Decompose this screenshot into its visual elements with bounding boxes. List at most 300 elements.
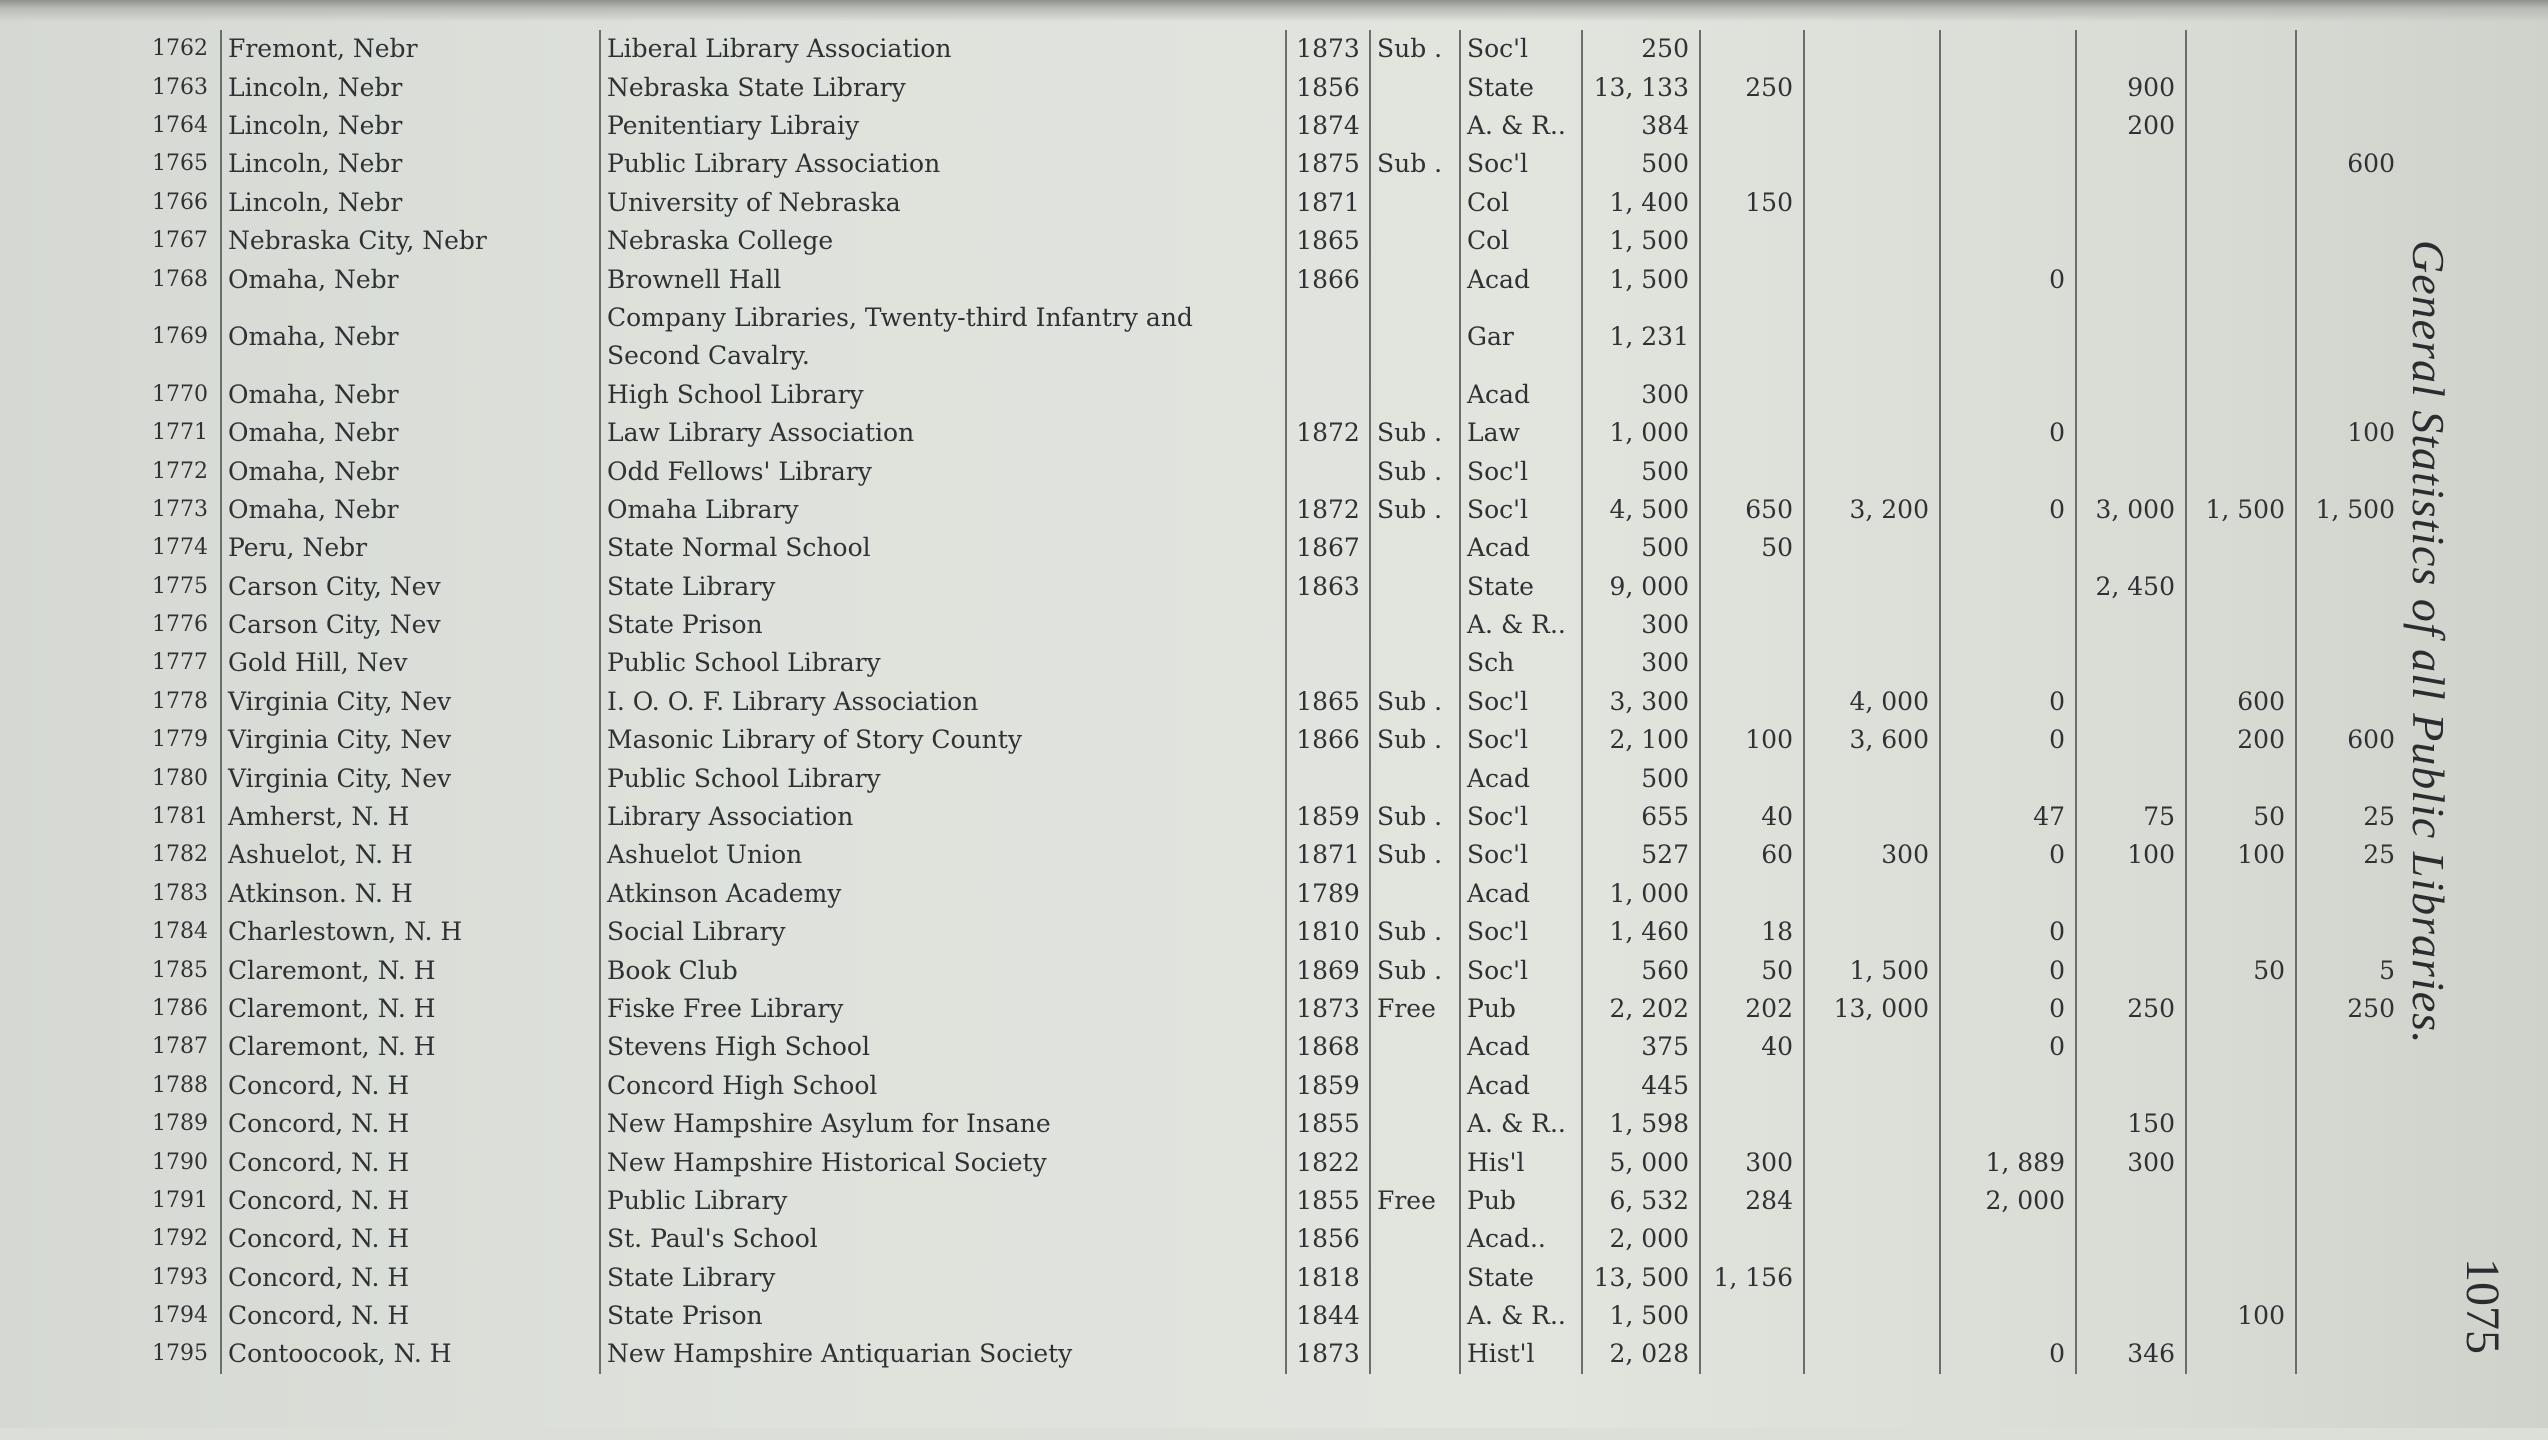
cell-c1: [1700, 567, 1804, 605]
cell-vol: 1, 500: [1582, 1297, 1700, 1335]
cell-cls: His'l: [1460, 1143, 1582, 1181]
cell-name: Odd Fellows' Library: [600, 452, 1286, 490]
cell-vol: 300: [1582, 376, 1700, 414]
cell-cls: Acad: [1460, 759, 1582, 797]
cell-place: Nebraska City, Nebr: [221, 222, 600, 260]
table-row: [140, 721, 2405, 759]
cell-vol: 13, 133: [1582, 68, 1700, 106]
cell-c6: 600: [2296, 145, 2405, 183]
cell-no: 1788: [152, 1072, 208, 1098]
cell-cls: A. & R..: [1460, 606, 1582, 644]
cell-c5: [2186, 875, 2296, 913]
cell-c3: [1940, 606, 2076, 644]
cell-kind: [1370, 759, 1460, 797]
cell-c2: 4, 000: [1804, 683, 1940, 721]
cell-year: 1856: [1286, 1220, 1370, 1258]
cell-year: 1872: [1286, 414, 1370, 452]
cell-vol: 4, 500: [1582, 491, 1700, 529]
cell-vol: 1, 460: [1582, 913, 1700, 951]
cell-c2: [1804, 145, 1940, 183]
cell-c4: [2076, 376, 2186, 414]
cell-vol: 500: [1582, 759, 1700, 797]
cell-c1: [1700, 1067, 1804, 1105]
cell-place: Carson City, Nev: [221, 606, 600, 644]
cell-year: 1866: [1286, 260, 1370, 298]
cell-c2: [1804, 644, 1940, 682]
cell-place: Lincoln, Nebr: [221, 145, 600, 183]
cell-c3: 0: [1940, 913, 2076, 951]
cell-c4: [2076, 1297, 2186, 1335]
cell-year: 1859: [1286, 1067, 1370, 1105]
cell-cls: Acad: [1460, 260, 1582, 298]
cell-name: New Hampshire Asylum for Insane: [600, 1105, 1286, 1143]
cell-c1: 202: [1700, 990, 1804, 1028]
cell-c3: 0: [1940, 990, 2076, 1028]
cell-c5: [2186, 145, 2296, 183]
cell-c3: [1940, 145, 2076, 183]
cell-no: 1786: [152, 995, 208, 1021]
cell-c3: [1940, 107, 2076, 145]
cell-c3: 0: [1940, 491, 2076, 529]
page-number: 1075: [2456, 1258, 2509, 1354]
cell-name: State Prison: [600, 606, 1286, 644]
cell-kind: [1370, 299, 1460, 376]
cell-year: 1871: [1286, 184, 1370, 222]
cell-no: 1767: [152, 228, 208, 254]
cell-no: 1774: [152, 535, 208, 561]
cell-c3: [1940, 1067, 2076, 1105]
cell-name: Concord High School: [600, 1067, 1286, 1105]
cell-vol: 384: [1582, 107, 1700, 145]
cell-name: State Library: [600, 1259, 1286, 1297]
cell-year: 1874: [1286, 107, 1370, 145]
cell-c2: [1804, 1259, 1940, 1297]
cell-no: 1782: [152, 842, 208, 868]
cell-c1: [1700, 145, 1804, 183]
cell-c4: 900: [2076, 68, 2186, 106]
table-row: [140, 376, 2405, 414]
cell-no: 1780: [152, 765, 208, 791]
cell-name: Nebraska College: [600, 222, 1286, 260]
table-row: [140, 299, 2405, 376]
cell-no: 1769: [152, 324, 208, 350]
cell-kind: [1370, 1259, 1460, 1297]
cell-kind: [1370, 68, 1460, 106]
cell-vol: 9, 000: [1582, 567, 1700, 605]
cell-no: 1793: [152, 1264, 208, 1290]
cell-c5: 100: [2186, 1297, 2296, 1335]
cell-c1: [1700, 1220, 1804, 1258]
cell-no: 1789: [152, 1111, 208, 1137]
cell-c2: [1804, 299, 1940, 376]
cell-name: Brownell Hall: [600, 260, 1286, 298]
cell-c4: [2076, 644, 2186, 682]
cell-name: St. Paul's School: [600, 1220, 1286, 1258]
cell-c1: [1700, 1105, 1804, 1143]
table-row: [140, 913, 2405, 951]
cell-no: 1766: [152, 189, 208, 215]
cell-name: New Hampshire Historical Society: [600, 1143, 1286, 1181]
cell-c6: [2296, 68, 2405, 106]
cell-no: 1790: [152, 1149, 208, 1175]
cell-place: Concord, N. H: [221, 1297, 600, 1335]
cell-kind: Sub .: [1370, 721, 1460, 759]
table-row: [140, 1335, 2405, 1373]
cell-vol: 527: [1582, 836, 1700, 874]
cell-c4: 3, 000: [2076, 491, 2186, 529]
cell-year: 1869: [1286, 951, 1370, 989]
cell-cls: Soc'l: [1460, 798, 1582, 836]
table-row: [140, 491, 2405, 529]
cell-no: 1765: [152, 151, 208, 177]
cell-name: Liberal Library Association: [600, 30, 1286, 68]
cell-c4: [2076, 1028, 2186, 1066]
cell-place: Atkinson. N. H: [221, 875, 600, 913]
cell-name: Law Library Association: [600, 414, 1286, 452]
cell-year: 1818: [1286, 1259, 1370, 1297]
cell-place: Concord, N. H: [221, 1259, 600, 1297]
cell-c1: [1700, 683, 1804, 721]
cell-cls: State: [1460, 567, 1582, 605]
cell-vol: 1, 000: [1582, 875, 1700, 913]
table-row: [140, 798, 2405, 836]
cell-place: Concord, N. H: [221, 1143, 600, 1181]
cell-no: 1779: [152, 727, 208, 753]
cell-no: 1785: [152, 957, 208, 983]
cell-kind: [1370, 1143, 1460, 1181]
cell-c2: 3, 600: [1804, 721, 1940, 759]
cell-place: Omaha, Nebr: [221, 414, 600, 452]
cell-no: 1778: [152, 688, 208, 714]
cell-cls: Pub: [1460, 990, 1582, 1028]
cell-c3: 0: [1940, 951, 2076, 989]
cell-c2: [1804, 107, 1940, 145]
cell-c4: 250: [2076, 990, 2186, 1028]
cell-c1: 40: [1700, 1028, 1804, 1066]
cell-c4: 346: [2076, 1335, 2186, 1373]
cell-vol: 300: [1582, 644, 1700, 682]
cell-vol: 300: [1582, 606, 1700, 644]
cell-vol: 375: [1582, 1028, 1700, 1066]
cell-c3: 0: [1940, 836, 2076, 874]
cell-kind: [1370, 567, 1460, 605]
cell-c3: [1940, 1259, 2076, 1297]
cell-c3: [1940, 30, 2076, 68]
cell-c1: [1700, 1297, 1804, 1335]
cell-c5: [2186, 107, 2296, 145]
cell-c2: 1, 500: [1804, 951, 1940, 989]
cell-place: Omaha, Nebr: [221, 491, 600, 529]
cell-kind: [1370, 1105, 1460, 1143]
cell-kind: [1370, 107, 1460, 145]
cell-kind: [1370, 1220, 1460, 1258]
cell-c3: [1940, 1297, 2076, 1335]
cell-place: Omaha, Nebr: [221, 452, 600, 490]
cell-kind: Sub .: [1370, 414, 1460, 452]
table-row: [140, 260, 2405, 298]
cell-year: [1286, 452, 1370, 490]
cell-c6: [2296, 107, 2405, 145]
cell-cls: Soc'l: [1460, 683, 1582, 721]
cell-c2: [1804, 222, 1940, 260]
cell-year: 1859: [1286, 798, 1370, 836]
cell-c2: [1804, 452, 1940, 490]
cell-name: Nebraska State Library: [600, 68, 1286, 106]
cell-no: 1787: [152, 1034, 208, 1060]
cell-c1: 18: [1700, 913, 1804, 951]
cell-vol: 1, 500: [1582, 260, 1700, 298]
table-row: [140, 1143, 2405, 1181]
cell-c4: [2076, 951, 2186, 989]
cell-kind: Free: [1370, 990, 1460, 1028]
cell-kind: Sub .: [1370, 452, 1460, 490]
cell-year: 1863: [1286, 567, 1370, 605]
cell-c4: [2076, 1259, 2186, 1297]
cell-vol: 445: [1582, 1067, 1700, 1105]
cell-c6: 600: [2296, 721, 2405, 759]
cell-c4: [2076, 1220, 2186, 1258]
cell-c5: 50: [2186, 951, 2296, 989]
cell-c1: [1700, 606, 1804, 644]
cell-c5: [2186, 1143, 2296, 1181]
cell-c5: 200: [2186, 721, 2296, 759]
cell-c1: [1700, 30, 1804, 68]
cell-c2: [1804, 1143, 1940, 1181]
cell-year: 1865: [1286, 222, 1370, 260]
table-row: [140, 184, 2405, 222]
cell-year: 1873: [1286, 30, 1370, 68]
cell-cls: Acad: [1460, 376, 1582, 414]
cell-c2: [1804, 798, 1940, 836]
cell-cls: Soc'l: [1460, 452, 1582, 490]
cell-kind: [1370, 1067, 1460, 1105]
cell-year: 1789: [1286, 875, 1370, 913]
cell-cls: Pub: [1460, 1182, 1582, 1220]
cell-kind: [1370, 260, 1460, 298]
cell-c2: [1804, 1067, 1940, 1105]
cell-vol: 250: [1582, 30, 1700, 68]
cell-cls: A. & R..: [1460, 107, 1582, 145]
cell-name: Public School Library: [600, 644, 1286, 682]
cell-c5: [2186, 1105, 2296, 1143]
table-body: [140, 30, 2405, 1374]
cell-c2: 300: [1804, 836, 1940, 874]
cell-c2: [1804, 260, 1940, 298]
cell-vol: 13, 500: [1582, 1259, 1700, 1297]
cell-year: 1810: [1286, 913, 1370, 951]
cell-c6: 1, 500: [2296, 491, 2405, 529]
cell-c3: 0: [1940, 414, 2076, 452]
cell-place: Ashuelot, N. H: [221, 836, 600, 874]
cell-no: 1772: [152, 458, 208, 484]
table-row: [140, 1220, 2405, 1258]
cell-name: Company Libraries, Twenty-third Infantry and Second Cavalry.: [600, 299, 1286, 376]
cell-cls: Soc'l: [1460, 913, 1582, 951]
cell-c2: [1804, 875, 1940, 913]
cell-c3: [1940, 1105, 2076, 1143]
cell-kind: Sub .: [1370, 798, 1460, 836]
cell-c5: [2186, 1028, 2296, 1066]
cell-year: [1286, 606, 1370, 644]
cell-c1: [1700, 260, 1804, 298]
table-row: [140, 452, 2405, 490]
cell-c5: [2186, 913, 2296, 951]
cell-place: Lincoln, Nebr: [221, 107, 600, 145]
cell-kind: Sub .: [1370, 683, 1460, 721]
cell-c3: [1940, 222, 2076, 260]
table-row: [140, 222, 2405, 260]
cell-c3: [1940, 759, 2076, 797]
cell-year: 1822: [1286, 1143, 1370, 1181]
cell-no: 1775: [152, 573, 208, 599]
cell-vol: 560: [1582, 951, 1700, 989]
cell-place: Charlestown, N. H: [221, 913, 600, 951]
cell-kind: Sub .: [1370, 836, 1460, 874]
cell-c1: 40: [1700, 798, 1804, 836]
cell-c5: [2186, 260, 2296, 298]
cell-c3: 0: [1940, 683, 2076, 721]
table-row: [140, 567, 2405, 605]
cell-c5: [2186, 529, 2296, 567]
cell-c2: [1804, 30, 1940, 68]
cell-no: 1771: [152, 420, 208, 446]
cell-year: 1873: [1286, 1335, 1370, 1373]
cell-place: Concord, N. H: [221, 1067, 600, 1105]
cell-c1: [1700, 1335, 1804, 1373]
table-row: [140, 30, 2405, 68]
cell-name: Masonic Library of Story County: [600, 721, 1286, 759]
cell-c5: [2186, 990, 2296, 1028]
cell-kind: [1370, 644, 1460, 682]
cell-cls: Soc'l: [1460, 951, 1582, 989]
cell-cls: Soc'l: [1460, 145, 1582, 183]
cell-kind: [1370, 875, 1460, 913]
table-row: [140, 68, 2405, 106]
cell-c4: [2076, 1182, 2186, 1220]
cell-name: Fiske Free Library: [600, 990, 1286, 1028]
cell-c5: 100: [2186, 836, 2296, 874]
cell-c6: 250: [2296, 990, 2405, 1028]
cell-vol: 5, 000: [1582, 1143, 1700, 1181]
cell-cls: State: [1460, 1259, 1582, 1297]
cell-c3: [1940, 875, 2076, 913]
cell-c6: 5: [2296, 951, 2405, 989]
cell-name: Public Library Association: [600, 145, 1286, 183]
cell-c5: [2186, 1335, 2296, 1373]
cell-no: 1762: [152, 36, 208, 62]
cell-vol: 1, 000: [1582, 414, 1700, 452]
library-statistics-table: [140, 30, 2405, 1374]
cell-cls: Gar: [1460, 299, 1582, 376]
cell-place: Concord, N. H: [221, 1182, 600, 1220]
cell-name: Public School Library: [600, 759, 1286, 797]
cell-year: 1867: [1286, 529, 1370, 567]
cell-kind: Sub .: [1370, 145, 1460, 183]
cell-place: Gold Hill, Nev: [221, 644, 600, 682]
cell-c1: 650: [1700, 491, 1804, 529]
cell-cls: Acad: [1460, 875, 1582, 913]
cell-c5: [2186, 414, 2296, 452]
cell-year: 1865: [1286, 683, 1370, 721]
cell-vol: 6, 532: [1582, 1182, 1700, 1220]
cell-year: 1871: [1286, 836, 1370, 874]
cell-place: Carson City, Nev: [221, 567, 600, 605]
cell-name: Book Club: [600, 951, 1286, 989]
cell-c4: [2076, 260, 2186, 298]
cell-no: 1773: [152, 496, 208, 522]
page-top-shadow: [0, 0, 2548, 22]
cell-name: Omaha Library: [600, 491, 1286, 529]
cell-vol: 500: [1582, 529, 1700, 567]
cell-cls: Law: [1460, 414, 1582, 452]
table-row: [140, 759, 2405, 797]
cell-cls: Col: [1460, 184, 1582, 222]
cell-c4: [2076, 414, 2186, 452]
cell-year: 1855: [1286, 1105, 1370, 1143]
cell-c2: [1804, 1297, 1940, 1335]
cell-no: 1791: [152, 1187, 208, 1213]
cell-cls: A. & R..: [1460, 1297, 1582, 1335]
cell-c3: [1940, 1220, 2076, 1258]
table-row: [140, 1297, 2405, 1335]
table-row: [140, 990, 2405, 1028]
cell-c1: 284: [1700, 1182, 1804, 1220]
cell-no: 1764: [152, 112, 208, 138]
cell-name: New Hampshire Antiquarian Society: [600, 1335, 1286, 1373]
cell-cls: Acad: [1460, 1067, 1582, 1105]
cell-kind: [1370, 222, 1460, 260]
cell-no: 1763: [152, 74, 208, 100]
cell-name: University of Nebraska: [600, 184, 1286, 222]
cell-c1: [1700, 452, 1804, 490]
cell-name: Social Library: [600, 913, 1286, 951]
cell-no: 1768: [152, 266, 208, 292]
cell-year: [1286, 299, 1370, 376]
cell-place: Concord, N. H: [221, 1105, 600, 1143]
cell-vol: 500: [1582, 452, 1700, 490]
cell-c1: 60: [1700, 836, 1804, 874]
cell-year: 1873: [1286, 990, 1370, 1028]
cell-c6: 25: [2296, 798, 2405, 836]
cell-c4: [2076, 606, 2186, 644]
cell-kind: [1370, 606, 1460, 644]
cell-cls: State: [1460, 68, 1582, 106]
cell-c3: [1940, 452, 2076, 490]
cell-c6: 100: [2296, 414, 2405, 452]
cell-kind: [1370, 1297, 1460, 1335]
cell-place: Lincoln, Nebr: [221, 68, 600, 106]
cell-c1: 150: [1700, 184, 1804, 222]
cell-cls: Col: [1460, 222, 1582, 260]
cell-c5: 600: [2186, 683, 2296, 721]
table-row: [140, 951, 2405, 989]
cell-c4: 200: [2076, 107, 2186, 145]
cell-place: Fremont, Nebr: [221, 30, 600, 68]
table-row: [140, 683, 2405, 721]
cell-name: State Prison: [600, 1297, 1286, 1335]
cell-c2: [1804, 1028, 1940, 1066]
cell-c4: [2076, 759, 2186, 797]
cell-vol: 1, 231: [1582, 299, 1700, 376]
cell-c2: [1804, 529, 1940, 567]
table-row: [140, 606, 2405, 644]
table-row: [140, 1105, 2405, 1143]
table-row: [140, 1067, 2405, 1105]
cell-c6: 25: [2296, 836, 2405, 874]
cell-c2: [1804, 759, 1940, 797]
cell-c4: [2076, 683, 2186, 721]
cell-c1: [1700, 414, 1804, 452]
